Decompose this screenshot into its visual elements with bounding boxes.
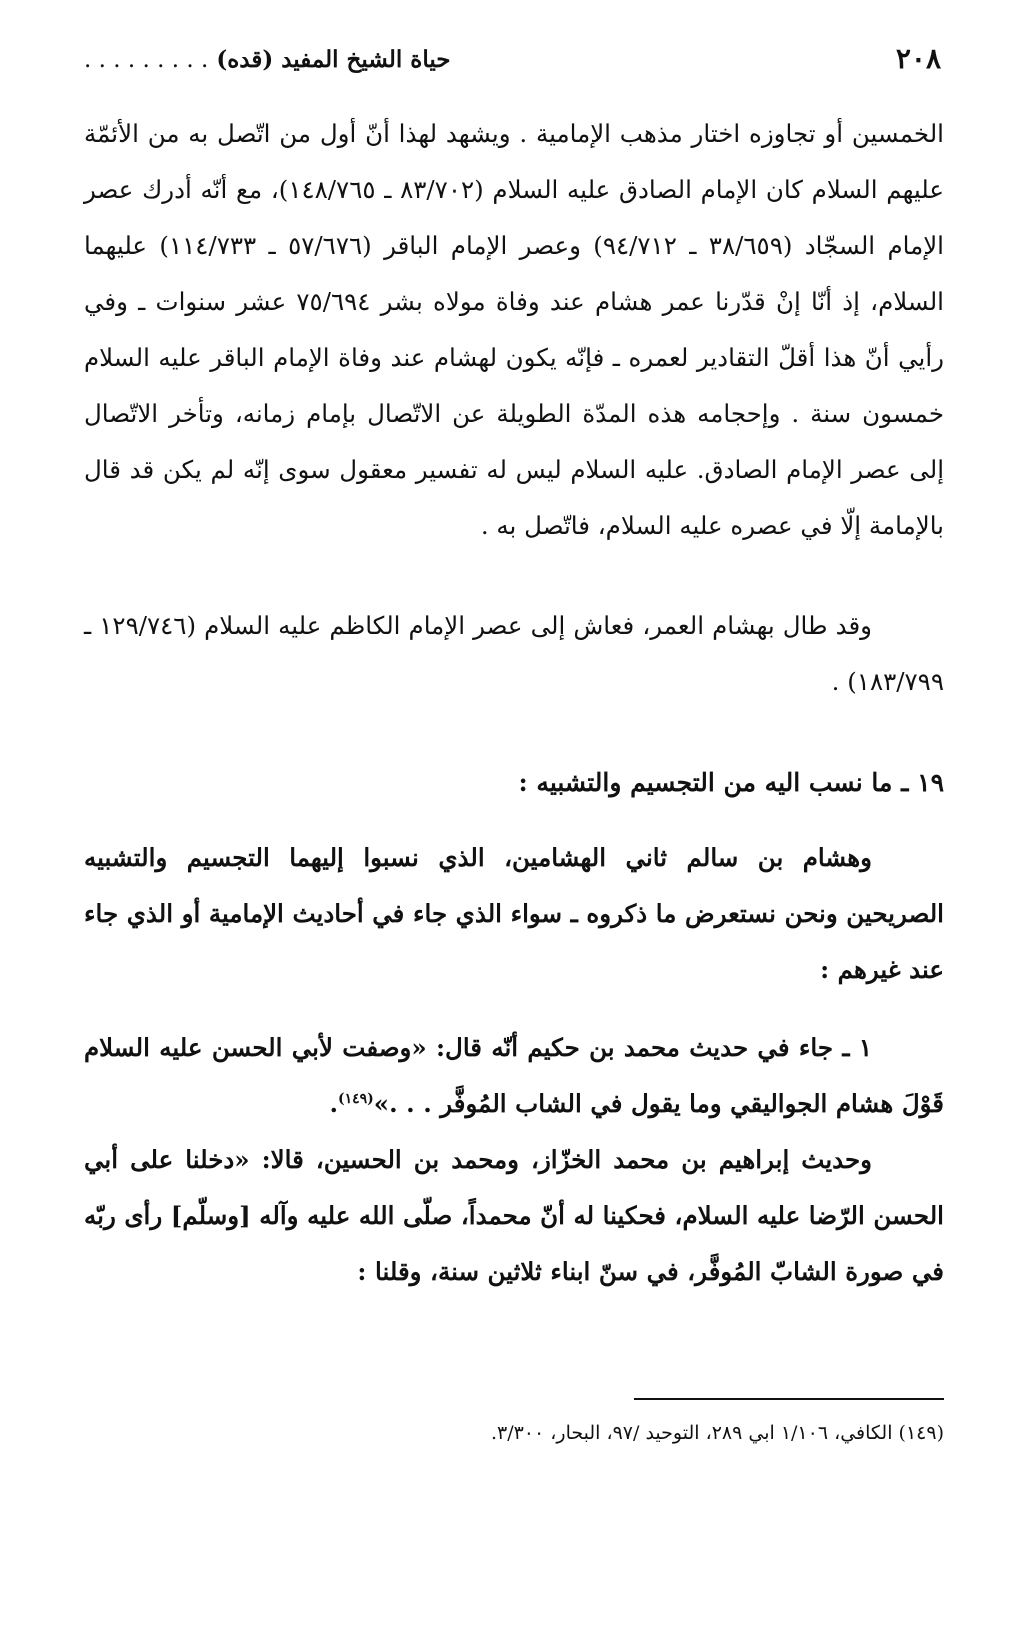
leader-dots: . . . . . . . . . <box>84 47 209 73</box>
page-number: ٢٠٨ <box>895 42 941 75</box>
paragraph-hadith-2: وحديث إبراهيم بن محمد الخزّاز، ومحمد بن الحسين، قالا: «دخلنا على أبي الحسن الرّضا عليه السلام، فحكينا له أنّ محمداً، صلّى الله عليه وآله [وسلّم] رأى ربّه في صورة الشابّ المُوفَّر، في سنّ ابناء ثلاثين سنة، وقلنا : <box>84 1145 944 1286</box>
page-header <box>84 42 941 82</box>
paragraph-long-life: وقد طال بهشام العمر، فعاش إلى عصر الإمام الكاظم عليه السلام (١٢٩/٧٤٦ ـ ١٨٣/٧٩٩) . <box>84 611 944 696</box>
footnote-divider <box>634 1398 944 1400</box>
hadith-1-text: ١ ـ جاء في حديث محمد بن حكيم أنّه قال: «وصفت لأبي الحسن عليه السلام قَوْلَ هشام الجواليقي وما يقول في الشاب المُوفَّر . . .» <box>84 1033 944 1118</box>
paragraph-hisham-imamate: الخمسين أو تجاوزه اختار مذهب الإمامية . ويشهد لهذا أنّ أول من اتّصل به من الأئمّة عليهم السلام كان الإمام الصادق عليه السلام (٨٣/٧٠٢ ـ ١٤٨/٧٦٥)، مع أنّه أدرك عصر الإمام السجّاد (٣٨/٦٥٩ ـ ٩٤/٧١٢) وعصر الإمام الباقر (٥٧/٦٧٦ ـ ١١٤/٧٣٣) عليهما السلام، إذ أنّا إنْ قدّرنا عمر هشام عند وفاة مولاه بشر ٧٥/٦٩٤ عشر سنوات ـ وفي رأيي أنّ هذا أقلّ التقادير لعمره ـ فإنّه يكون لهشام عند وفاة الإمام الباقر عليه السلام خمسون سنة . وإحجامه هذه المدّة الطويلة عن الاتّصال بإمام زمانه، وتأخر الاتّصال إلى عصر الإمام الصادق. عليه السلام ليس له تفسير معقول سوى إنّه لم يكن قد قال بالإمامة إلّا في عصره عليه السلام، فاتّصل به . <box>84 119 944 540</box>
running-title-text: حياة الشيخ المفيد (قده) <box>216 46 451 73</box>
hadith-1-end: . <box>329 1089 338 1118</box>
section-heading: ١٩ ـ ما نسب اليه من التجسيم والتشبيه : <box>518 768 944 797</box>
paragraph-hadith-1 <box>84 1020 944 1132</box>
footnote-149: (١٤٩) الكافي، ١/١٠٦ ابي ٢٨٩، التوحيد /٩٧، البحار، ٣/٣٠٠. <box>490 1422 944 1444</box>
running-title <box>84 46 450 73</box>
footnote-reference: (١٤٩) <box>337 1090 374 1107</box>
paragraph-hisham-bin-salim: وهشام بن سالم ثاني الهشامين، الذي نسبوا إليهما التجسيم والتشبيه الصريحين ونحن نستعرض ما ذكروه ـ سواء الذي جاء في أحاديث الإمامية أو الذي جاء عند غيرهم : <box>84 843 944 984</box>
